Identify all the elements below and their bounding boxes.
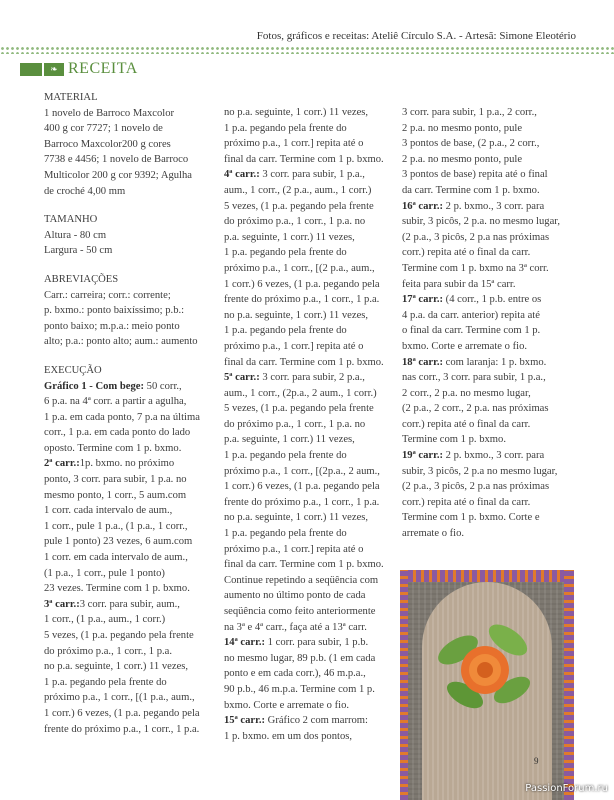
text-line: seqüência como feito anteriormente — [224, 606, 376, 617]
text-line: ponto e em cada corr.), 46 m.p.a., — [224, 668, 366, 680]
text-line: final da carr. Termine com 1 p. bxmo. — [224, 356, 384, 368]
text-line: 1 p.a. em cada ponto, 7 p.a na última — [44, 411, 200, 423]
text-line: próximo p.a., 1 corr.] repita até o — [224, 138, 364, 150]
step-label: 3ª carr.: — [44, 598, 80, 610]
text-line: final da carr. Termine com 1 p. bxmo. — [224, 153, 384, 165]
text-line: 1 corr., (1 p.a., aum., 1 corr.) — [44, 614, 166, 626]
page-number: 9 — [534, 756, 539, 766]
text-line: 4ª carr.: 3 corr. para subir, 1 p.a., — [224, 169, 365, 181]
text-line: 1 corr.) 6 vezes, (1 p.a. pegando pela — [224, 278, 380, 290]
text-line: corr.) repita até o final da carr. — [402, 418, 531, 430]
text-line: 2 corr., 2 p.a. no mesmo lugar, — [402, 387, 531, 399]
text-line: Barroco Maxcolor200 g cores — [44, 138, 171, 150]
text-line: 3 pontos de base, (2 p.a., 2 corr., — [402, 138, 540, 150]
header-credit: Fotos, gráficos e receitas: Ateliê Círculo S.A. - Artesã: Simone Eleotério — [256, 30, 576, 42]
text-line: 1 corr. cada intervalo de aum., — [44, 505, 173, 517]
crochet-rug-photo — [400, 570, 574, 800]
text-line: 1 corr.) 6 vezes, (1 p.a. pegando pela — [44, 707, 200, 719]
text-line: corr., 1 p.a. em cada ponto do lado — [44, 427, 191, 439]
text-line: Continue repetindo a seqüência com — [224, 574, 379, 586]
step-label: 19ª carr.: — [402, 450, 444, 462]
paragraph-gap — [44, 259, 216, 272]
text-line: pule 1 ponto) 23 vezes, 6 aum.com — [44, 536, 193, 548]
dotted-divider — [0, 46, 614, 54]
text-line: 19ª carr.: 2 p. bxmo., 3 corr. para — [402, 450, 545, 462]
step-label: 16ª carr.: — [402, 200, 444, 212]
text-line: Largura - 50 cm — [44, 245, 113, 257]
text-line: 2ª carr.:1p. bxmo. no próximo — [44, 458, 175, 470]
text-line: ponto, 3 corr. para subir, 1 p.a. no — [44, 474, 187, 486]
paragraph-gap — [44, 350, 216, 363]
text-line: 7738 e 4456; 1 novelo de Barroco — [44, 154, 189, 166]
text-line: 1 p.a. pegando pela frente do — [224, 325, 347, 337]
text-line: do próximo p.a., 1 corr., 1 p.a. no — [224, 418, 366, 430]
text-line: próximo p.a., 1 corr., [(2 p.a., aum., — [224, 262, 375, 274]
text-line: (2 p.a., 3 picôs, 2 p.a nas próximas — [402, 481, 550, 493]
text-line: MATERIAL — [44, 92, 98, 103]
leaf-bullet-icon: ❧ — [44, 63, 64, 76]
text-line: 6 p.a. na 4ª corr. a partir a agulha, — [44, 396, 187, 408]
text-line: próximo p.a., 1 corr., [(1 p.a., aum., — [44, 692, 195, 704]
text-line: 3 pontos de base) repita até o final — [402, 169, 548, 181]
step-label: 5ª carr.: — [224, 372, 260, 384]
text-line: (1 p.a., 1 corr., pule 1 ponto) — [44, 567, 165, 579]
text-line: próximo p.a., 1 corr., [(2p.a., 2 aum., — [224, 465, 380, 477]
section-title: RECEITA — [68, 60, 138, 77]
text-line: 3 corr. para subir, 1 p.a., 2 corr., — [402, 107, 537, 118]
text-line: 5 vezes, (1 p.a. pegando pela frente — [44, 630, 194, 641]
text-line: no p.a. seguinte, 1 corr.) 11 vezes, — [224, 309, 369, 321]
text-line: subir, 3 picôs, 2 p.a no mesmo lugar, — [402, 465, 558, 477]
text-line: 5ª carr.: 3 corr. para subir, 2 p.a., — [224, 372, 365, 384]
text-column-3 — [402, 105, 572, 542]
step-label: 17ª carr.: — [402, 294, 444, 306]
text-line: 1 corr.) 6 vezes, (1 p.a. pegando pela — [224, 481, 380, 493]
step-label: 15ª carr.: — [224, 715, 266, 727]
text-line: no p.a. seguinte, 1 corr.) 11 vezes, — [224, 512, 369, 524]
step-label: Gráfico 1 - Com bege: — [44, 380, 145, 392]
text-line: bxmo. Corte e arremate o fio. — [224, 699, 350, 711]
text-line: nas corr., 3 corr. para subir, 1 p.a., — [402, 372, 546, 384]
text-line: do próximo p.a., 1 corr., 1 p.a. no — [224, 216, 366, 228]
text-line: Termine com 1 p. bxmo. Corte e — [402, 512, 540, 524]
text-line: ABREVIAÇÕES — [44, 273, 119, 285]
text-column-1 — [44, 90, 216, 737]
text-line: p. bxmo.: ponto baixíssimo; p.b.: — [44, 305, 185, 317]
text-line: Gráfico 1 - Com bege: 50 corr., — [44, 380, 182, 392]
text-line: aumento no último ponto de cada — [224, 590, 366, 602]
watermark: PassionForum.ru — [525, 783, 608, 794]
text-line: EXECUÇÃO — [44, 364, 102, 376]
text-line: p.a. seguinte, 1 corr.) 11 vezes, — [224, 434, 355, 446]
text-line: 14ª carr.: 1 corr. para subir, 1 p.b. — [224, 637, 369, 649]
text-line: o final da carr. Termine com 1 p. — [402, 325, 541, 337]
text-line: (2 p.a., 3 picôs, 2 p.a nas próximas — [402, 231, 550, 243]
text-line: Multicolor 200 g cor 9392; Agulha — [44, 169, 193, 181]
text-line: 15ª carr.: Gráfico 2 com marrom: — [224, 715, 368, 727]
step-label: 2ª carr.: — [44, 458, 80, 470]
text-line: mesmo ponto, 1 corr., 5 aum.com — [44, 489, 187, 501]
step-label: 14ª carr.: — [224, 637, 266, 649]
text-line: 1 p.a. pegando pela frente do — [224, 528, 347, 540]
step-label: 4ª carr.: — [224, 169, 260, 181]
text-line: aum., 1 corr., (2 p.a., aum., 1 corr.) — [224, 184, 372, 196]
text-line: final da carr. Termine com 1 p. bxmo. — [224, 559, 384, 571]
text-line: bxmo. Corte e arremate o fio. — [402, 340, 528, 352]
text-line: subir, 3 picôs, 2 p.a. no mesmo lugar, — [402, 216, 561, 228]
text-line: p.a. seguinte, 1 corr.) 11 vezes, — [224, 231, 355, 243]
text-line: 2 p.a. no mesmo ponto, pule — [402, 122, 523, 134]
text-line: no mesmo lugar, 89 p.b. (1 em cada — [224, 652, 376, 664]
text-line: 5 vezes, (1 p.a. pegando pela frente — [224, 403, 374, 415]
text-line: frente do próximo p.a., 1 corr., 1 p.a. — [224, 294, 380, 306]
text-line: no p.a. seguinte, 1 corr.) 11 vezes, — [44, 661, 189, 673]
text-line: feita para subir da 15ª carr. — [402, 278, 516, 290]
text-line: 5 vezes, (1 p.a. pegando pela frente — [224, 200, 374, 212]
text-line: 17ª carr.: (4 corr., 1 p.b. entre os — [402, 294, 542, 306]
text-line: 23 vezes. Termine com 1 p. bxmo. — [44, 583, 190, 595]
text-line: aum., 1 corr., (2p.a., 2 aum., 1 corr.) — [224, 387, 377, 399]
text-line: da carr. Termine com 1 p. bxmo. — [402, 184, 540, 196]
text-line: 1 p. bxmo. em um dos pontos, — [224, 730, 353, 742]
text-line: 1 p.a. pegando pela frente do — [224, 122, 347, 134]
text-line: Altura - 80 cm — [44, 229, 107, 241]
text-line: frente do próximo p.a., 1 corr., 1 p.a. — [44, 723, 200, 735]
text-line: ponto baixo; m.p.a.: meio ponto — [44, 320, 180, 332]
text-line: Termine com 1 p. bxmo. — [402, 434, 506, 446]
text-line: arremate o fio. — [402, 528, 465, 540]
text-line: do próximo p.a., 1 corr., 1 p.a. — [44, 645, 172, 657]
text-line: 2 p.a. no mesmo ponto, pule — [402, 153, 523, 165]
text-line: próximo p.a., 1 corr.] repita até o — [224, 543, 364, 555]
text-line: Carr.: carreira; corr.: corrente; — [44, 289, 171, 301]
text-line: corr.) repita até o final da carr. — [402, 496, 531, 508]
text-line: alto; p.a.: ponto alto; aum.: aumento — [44, 336, 198, 348]
text-line: no p.a. seguinte, 1 corr.) 11 vezes, — [224, 107, 369, 118]
text-line: 1 p.a. pegando pela frente do — [44, 676, 167, 688]
text-line: TAMANHO — [44, 214, 98, 226]
text-line: 1 p.a. pegando pela frente do — [224, 247, 347, 259]
text-line: 400 g cor 7727; 1 novelo de — [44, 123, 163, 135]
text-line: oposto. Termine com 1 p. bxmo. — [44, 442, 182, 454]
text-line: 90 p.b., 46 m.p.a. Termine com 1 p. — [224, 683, 375, 695]
flower-motif-icon — [400, 570, 574, 800]
text-line: (2 p.a., 2 corr., 2 p.a. nas próximas — [402, 403, 549, 415]
text-line: 4 p.a. da carr. anterior) repita até — [402, 309, 540, 321]
text-line: 1 corr., pule 1 p.a., (1 p.a., 1 corr., — [44, 520, 188, 532]
text-line: na 3ª e 4ª carr., faça até a 13ª carr. — [224, 621, 367, 633]
text-line: frente do próximo p.a., 1 corr., 1 p.a. — [224, 496, 380, 508]
text-line: 1 corr. em cada intervalo de aum., — [44, 552, 188, 564]
text-line: 1 novelo de Barroco Maxcolor — [44, 107, 175, 119]
text-line: 16ª carr.: 2 p. bxmo., 3 corr. para — [402, 200, 545, 212]
text-line: 1 p.a. pegando pela frente do — [224, 450, 347, 462]
paragraph-gap — [44, 199, 216, 212]
text-line: Termine com 1 p. bxmo na 3ª corr. — [402, 262, 549, 274]
section-heading — [44, 60, 138, 78]
step-label: 18ª carr.: — [402, 356, 444, 368]
text-column-2 — [224, 105, 394, 744]
text-line: próximo p.a., 1 corr.] repita até o — [224, 340, 364, 352]
text-line: corr.) repita até o final da carr. — [402, 247, 531, 259]
text-line: 18ª carr.: com laranja: 1 p. bxmo. — [402, 356, 547, 368]
text-line: 3ª carr.:3 corr. para subir, aum., — [44, 598, 180, 610]
text-line: de croché 4,00 mm — [44, 185, 126, 197]
